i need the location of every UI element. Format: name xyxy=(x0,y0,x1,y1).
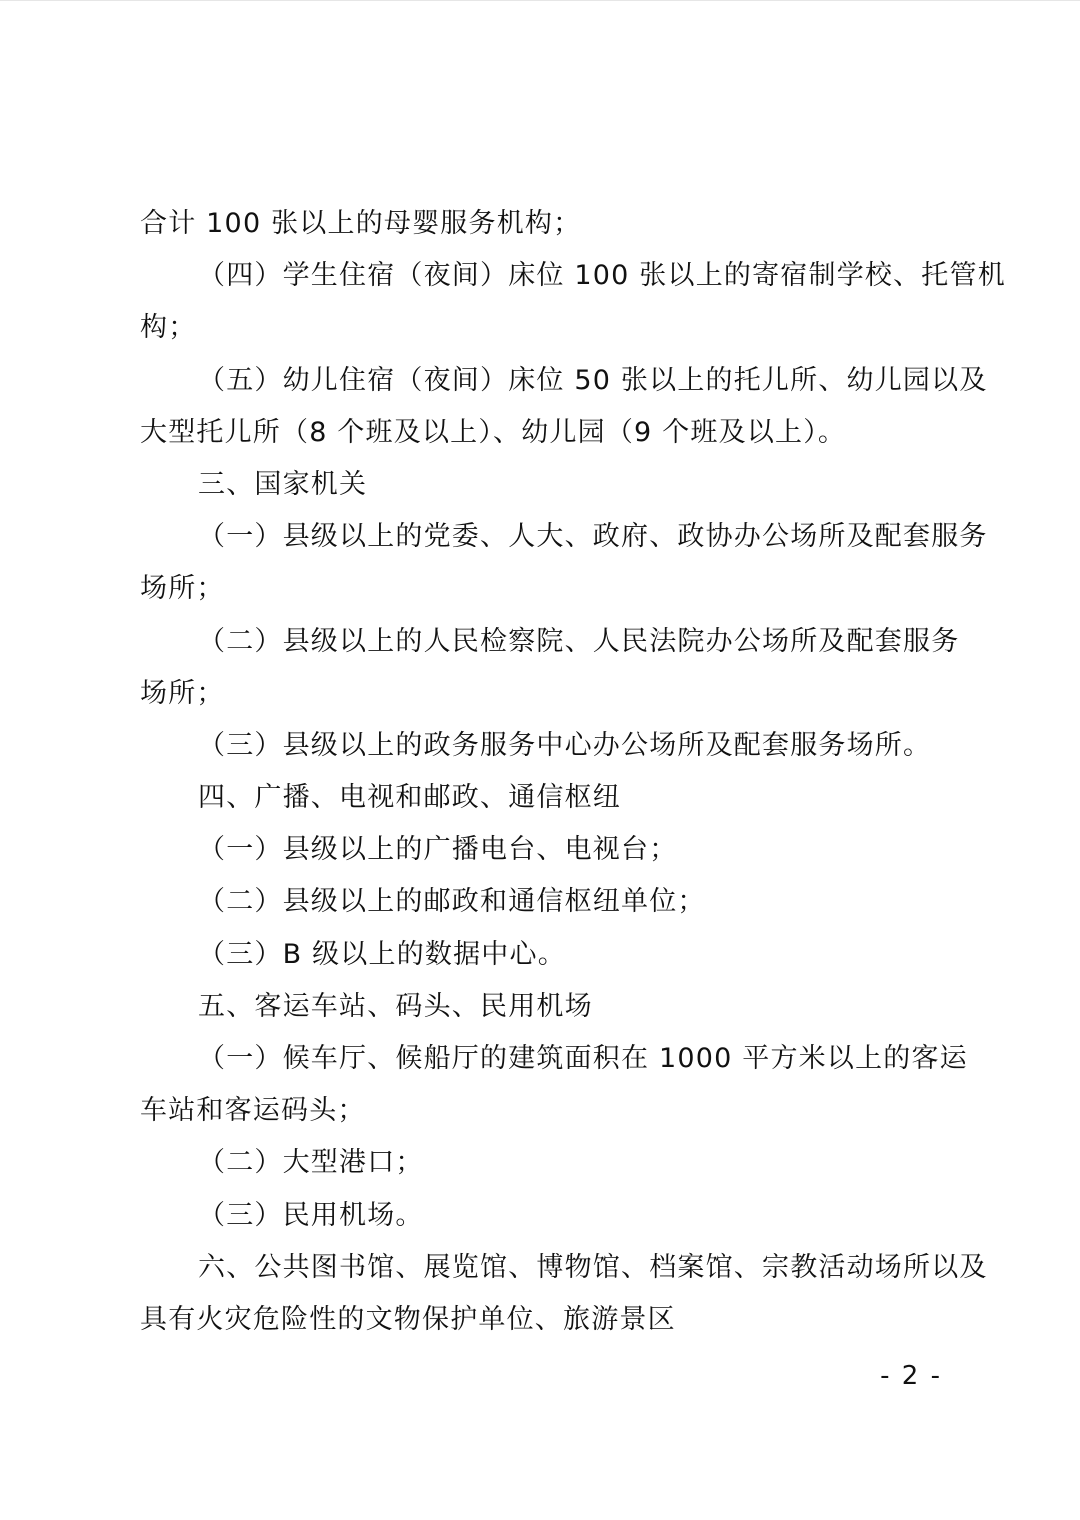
text-line: 合计 100 张以上的母婴服务机构； xyxy=(140,208,582,239)
section-heading: 四、广播、电视和邮政、通信枢纽 xyxy=(198,782,621,814)
text-line: （一）县级以上的广播电台、电视台； xyxy=(198,834,678,866)
text-line: （一）候车厅、候船厅的建筑面积在 1000 平方米以上的客运 xyxy=(198,1043,968,1074)
body-text xyxy=(140,198,1006,1346)
text-line: 构； xyxy=(140,312,197,344)
text-line: （三）民用机场。 xyxy=(198,1199,424,1231)
text-line: 场所； xyxy=(140,677,225,709)
text-line: 具有火灾危险性的文物保护单位、旅游景区 xyxy=(140,1303,676,1335)
text-line: （二）大型港口； xyxy=(198,1147,424,1179)
text-line: （三）B 级以上的数据中心。 xyxy=(198,938,566,970)
section-heading: 三、国家机关 xyxy=(198,468,368,500)
text-line: （一）县级以上的党委、人大、政府、政协办公场所及配套服务 xyxy=(198,521,988,553)
text-line: （五）幼儿住宿（夜间）床位 50 张以上的托儿所、幼儿园以及 xyxy=(198,364,988,396)
page-number: - 2 - xyxy=(880,1361,942,1391)
text-line: （二）县级以上的邮政和通信枢纽单位； xyxy=(198,886,706,918)
text-line: 大型托儿所（8 个班及以上）、幼儿园（9 个班及以上）。 xyxy=(140,416,847,448)
text-line: 车站和客运码头； xyxy=(140,1095,366,1127)
section-heading: 五、客运车站、码头、民用机场 xyxy=(198,990,593,1022)
text-line: （四）学生住宿（夜间）床位 100 张以上的寄宿制学校、托管机 xyxy=(198,260,1006,292)
text-line: （三）县级以上的政务服务中心办公场所及配套服务场所。 xyxy=(198,729,932,761)
text-line: （二）县级以上的人民检察院、人民法院办公场所及配套服务 xyxy=(198,625,960,657)
text-line: 场所； xyxy=(140,573,225,605)
section-heading: 六、公共图书馆、展览馆、博物馆、档案馆、宗教活动场所以及 xyxy=(198,1251,988,1283)
